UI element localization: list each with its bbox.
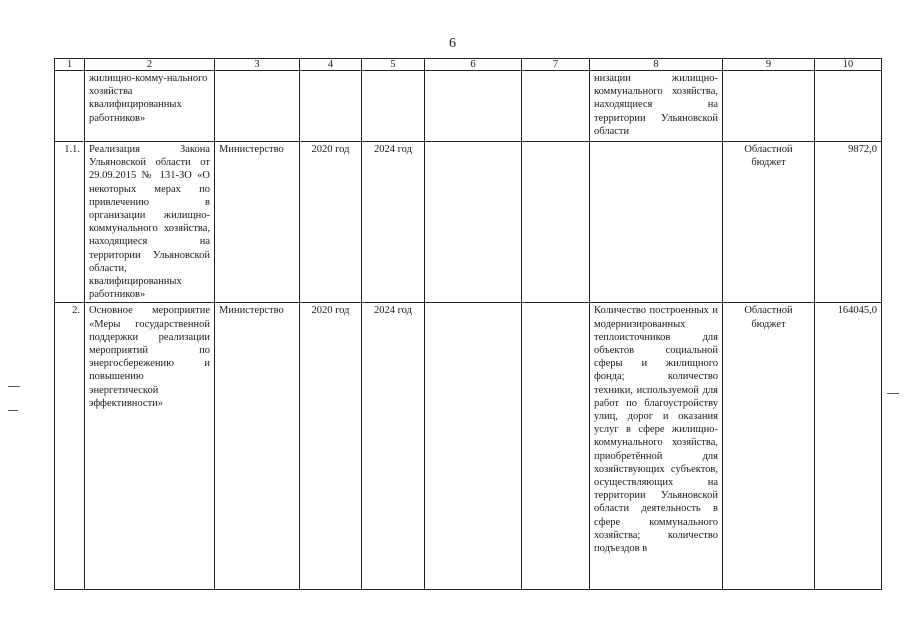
table-row (55, 303, 882, 590)
column-7-cell (522, 142, 590, 303)
table-row (55, 142, 882, 303)
column-7-cell (522, 71, 590, 142)
row-number: 1.1. (55, 142, 85, 303)
funding-source: Областной бюджет (723, 142, 815, 303)
column-6-cell (425, 142, 522, 303)
scan-artifact (8, 410, 18, 411)
start-year: 2020 год (300, 142, 362, 303)
row-number (55, 71, 85, 142)
end-year: 2024 год (362, 142, 425, 303)
page-number: 6 (449, 36, 456, 51)
executor-cell (215, 71, 300, 142)
scan-artifact (8, 386, 20, 387)
row-number: 2. (55, 303, 85, 590)
end-year (362, 71, 425, 142)
column-7-cell (522, 303, 590, 590)
column-number-row (55, 59, 882, 71)
executor-cell: Министерство (215, 142, 300, 303)
funding-amount: 9872,0 (815, 142, 882, 303)
funding-amount: 164045,0 (815, 303, 882, 590)
activity-name: Реализация Закона Ульяновской области от 29.09.2015 № 131-ЗО «О некоторых мерах по привлечению в организации жилищно-коммунального хозяйства, находящиеся на территории Ульяновской области, квалифицированных работников» (85, 142, 215, 303)
activity-name: Основное мероприятие «Меры государственной поддержки реализации мероприятий по энергосбережению и повышению энергетической эффективности» (85, 303, 215, 590)
column-number: 4 (300, 59, 362, 71)
activity-name: жилищно-комму-нального хозяйства квалифицированных работников» (85, 71, 215, 142)
end-year: 2024 год (362, 303, 425, 590)
column-number: 5 (362, 59, 425, 71)
start-year (300, 71, 362, 142)
scan-artifact (887, 393, 899, 394)
column-6-cell (425, 71, 522, 142)
program-table (54, 58, 882, 590)
column-number: 8 (590, 59, 723, 71)
column-number: 9 (723, 59, 815, 71)
indicator-cell: низации жилищно-коммунального хозяйства, находящиеся на территории Ульяновской области (590, 71, 723, 142)
funding-amount (815, 71, 882, 142)
column-number: 3 (215, 59, 300, 71)
funding-source (723, 71, 815, 142)
start-year: 2020 год (300, 303, 362, 590)
funding-source: Областной бюджет (723, 303, 815, 590)
column-number: 2 (85, 59, 215, 71)
executor-cell: Министерство (215, 303, 300, 590)
column-number: 10 (815, 59, 882, 71)
indicator-cell (590, 142, 723, 303)
indicator-cell: Количество построенных и модернизированных теплоисточников для объектов социальной сферы и жилищного фонда; количество техники, используемой для работ по благоустройству улиц, дорог и оказания услуг в сфере жилищно-коммунального хозяйства, приобретённой для хозяйствующих субъектов, осуществляющих на территории Ульяновской области деятельность в сфере коммунального хозяйства; количество подъездов в (590, 303, 723, 590)
table-row (55, 71, 882, 142)
column-number: 1 (55, 59, 85, 71)
column-number: 7 (522, 59, 590, 71)
column-number: 6 (425, 59, 522, 71)
column-6-cell (425, 303, 522, 590)
